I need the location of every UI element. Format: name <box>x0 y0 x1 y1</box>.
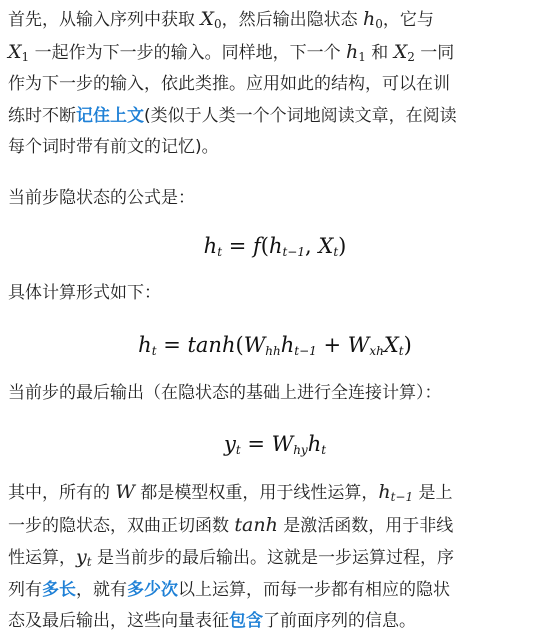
text-run: 作为下一步的输入，依此类推。应用如此的结构，可以在训 <box>8 74 450 94</box>
math-yt: $y_t$ <box>76 546 92 569</box>
highlight-how-long: 多长 <box>42 579 76 600</box>
text-run: 其中，所有的 <box>8 483 116 503</box>
text-run: 练时不断 <box>8 105 76 126</box>
text-run: ，就有 <box>76 579 127 600</box>
formula-hidden-state: $h_t = f(h_{t-1}$, $X_t$) <box>203 234 347 259</box>
text-run: 态及最后输出，这些向量表征 <box>8 611 229 631</box>
text-run: 了前面序列的信息。 <box>263 611 416 631</box>
highlight-how-many-times: 多少次 <box>127 579 178 600</box>
text-run: ，它与 <box>382 10 434 30</box>
math-h-prev: $h_{t-1}$ <box>378 481 414 504</box>
text-run: ，然后输出隐状态 <box>221 10 363 30</box>
text-run: 列有 <box>8 579 42 600</box>
math-x2: $X_2$ <box>393 40 415 64</box>
text-run: 是激活函数，用于非线 <box>277 515 454 536</box>
text-run: 一同 <box>414 42 455 63</box>
math-w: W <box>115 481 135 503</box>
highlight-remember-context: 记住上文 <box>76 105 144 126</box>
text-run: 首先，从输入序列中获取 <box>8 10 201 30</box>
text-run: 是当前步的最后输出。这就是一步运算过程，序 <box>91 548 454 568</box>
text-run: 性运算， <box>8 548 76 568</box>
text-run: 和 <box>365 42 394 63</box>
text-run: 一步的隐状态，双曲正切函数 <box>8 515 235 536</box>
output-heading: 当前步的最后输出（在隐状态的基础上进行全连接计算）： <box>8 382 442 403</box>
math-h1: $h_1$ <box>345 40 366 64</box>
formula-output: $y_t = W_{hy}h_t$ <box>223 432 327 457</box>
explanation-paragraph <box>8 477 542 638</box>
text-run: 每个词时带有前文的记忆)。 <box>8 137 219 157</box>
text-run: 是上 <box>413 483 453 503</box>
computation-heading: 具体计算形式如下： <box>8 283 161 303</box>
math-x0: $X_0$ <box>200 8 222 31</box>
text-run: 以上运算，而每一步都有相应的隐状 <box>178 579 450 600</box>
text-run: 一起作为下一步的输入。同样地，下一个 <box>29 42 346 63</box>
math-h0: $h_0$ <box>362 8 383 31</box>
text-run: (类似于人类一个个词地阅读文章，在阅读 <box>144 105 457 126</box>
formula-tanh: $h_t = \tanh(W_{hh}h_{t-1} + W_{xh}X_t)$ <box>138 332 412 358</box>
text-run: 都是模型权重，用于线性运算， <box>134 483 379 503</box>
hidden-state-heading: 当前步隐状态的公式是： <box>8 187 195 208</box>
math-tanh: tanh <box>234 513 278 536</box>
math-x1: $X_1$ <box>8 40 30 64</box>
intro-paragraph <box>8 4 542 164</box>
highlight-contains: 包含 <box>229 611 263 631</box>
